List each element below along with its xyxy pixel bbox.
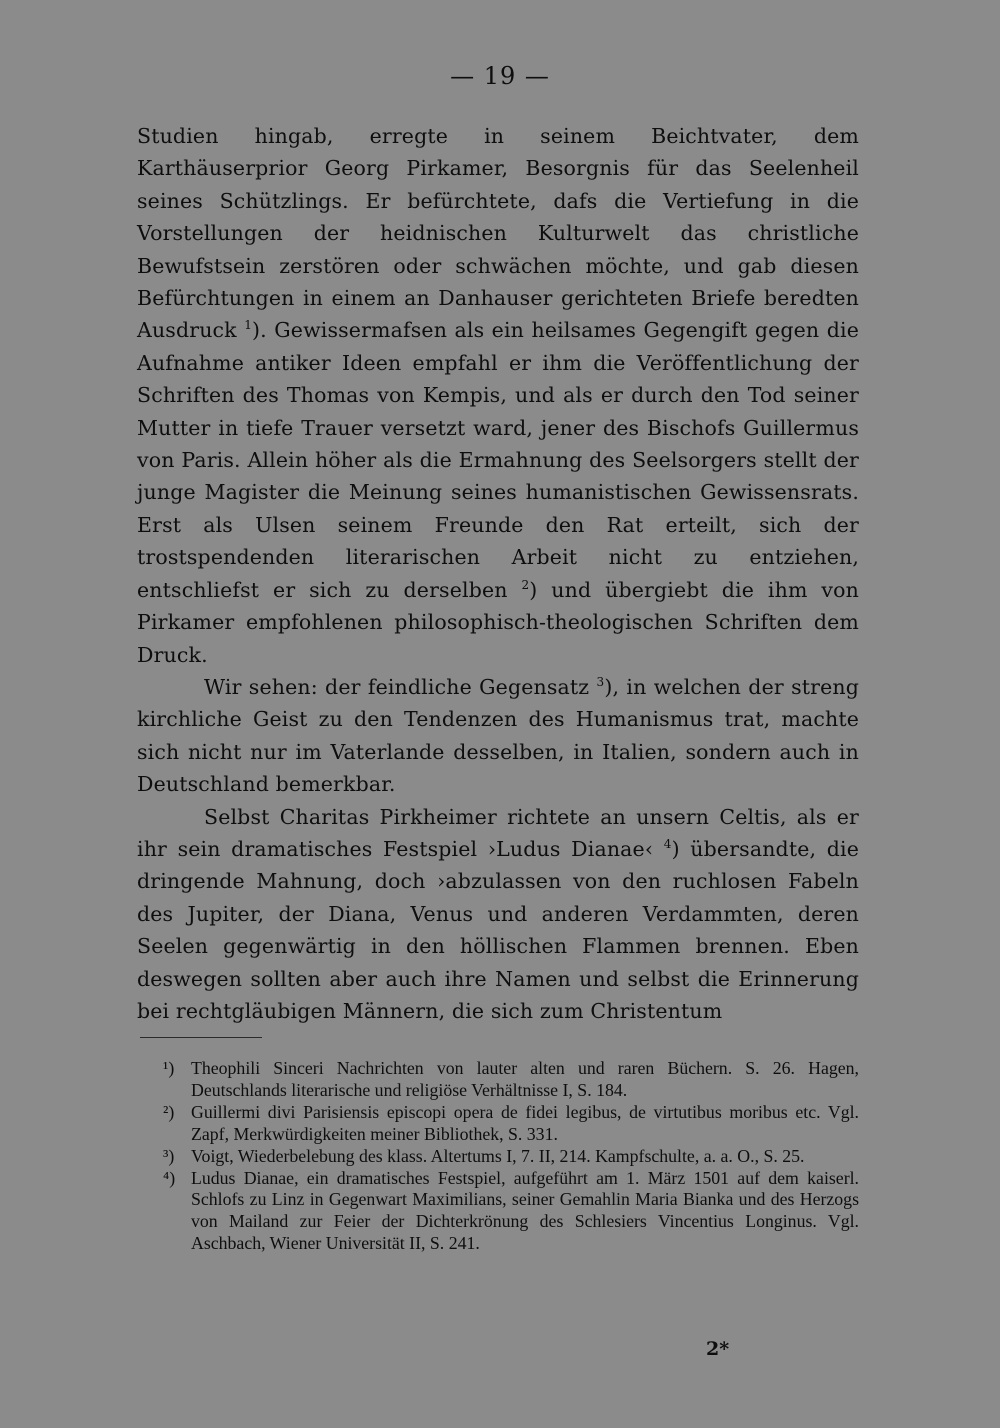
footnote-2 bbox=[163, 1102, 859, 1146]
text-run: ) übersandte, die dringende Mahnung, doch ›abzulassen von den ruchlosen Fabeln des Jupiter, der Diana, Venus und anderen Verdammten, deren Seelen gegenwärtig in den höllischen Flammen brennen. Eben deswegen sollten aber auch ihre Namen und selbst die Erinnerung bei rechtgläubigen Männern, die sich zum Christentum bbox=[137, 836, 859, 1023]
footnote-text: Voigt, Wiederbelebung des klass. Altertums I, 7. II, 214. Kampfschulte, a. a. O., S. 25. bbox=[191, 1145, 805, 1166]
text-run: ), in welchen der streng kirchliche Geist zu den Tendenzen des Humanismus trat, machte sich nicht nur im Vaterlande desselben, in Italien, sondern auch in Deutschland bemerkbar. bbox=[137, 674, 859, 797]
footnote-text: Guillermi divi Parisiensis episcopi opera de fidei legibus, de virtutibus moribus etc. Vgl. Zapf, Merkwürdigkeiten meiner Bibliothek, S. 331. bbox=[191, 1101, 859, 1144]
footnote-1 bbox=[163, 1058, 859, 1102]
footnote-mark: ¹) bbox=[163, 1058, 175, 1078]
page-number: — 19 — bbox=[450, 62, 550, 90]
text-run: ) und übergiebt die ihm von Pirkamer empfohlenen philosophisch-theologischen Schriften dem Druck. bbox=[137, 577, 859, 667]
paragraph-3 bbox=[137, 801, 859, 1028]
text-run: Selbst Charitas Pirkheimer richtete an unsern Celtis, als er ihr sein dramatisches Festspiel ›Ludus Dianae‹ bbox=[137, 804, 859, 861]
footnote-3 bbox=[163, 1146, 859, 1168]
footnote-ref-4: 4 bbox=[663, 837, 672, 852]
text-run: ). Gewissermafsen als ein heilsames Gegengift gegen die Aufnahme antiker Ideen empfahl er ihm die Veröffentlichung der Schriften des Thomas von Kempis, und als er durch den Tod seiner Mutter in tiefe Trauer versetzt ward, jener des Bischofs Guillermus von Paris. Allein höher als die Ermahnung des Seelsorgers stellt der junge Magister die Meinung seines humanistischen Gewissensrats. Erst als Ulsen seinem Freunde den Rat erteilt, sich der trostspendenden literarischen Arbeit nicht zu entziehen, entschliefst er sich zu derselben bbox=[137, 318, 859, 602]
footnote-text: Ludus Dianae, ein dramatisches Festspiel, aufgeführt am 1. März 1501 auf dem kaiserl. Schlofs zu Linz in Gegenwart Maximilians, seiner Gemahlin Maria Bianka und des Herzogs von Mailand zur Feier der Dichterkrönung des Schlesiers Vincentius Longinus. Vgl. Aschbach, Wiener Universität II, S. 241. bbox=[191, 1167, 859, 1254]
footnotes bbox=[163, 1058, 859, 1255]
text-run: Studien hingab, erregte in seinem Beichtvater, dem Karthäuserprior Georg Pirkamer, Besorgnis für das Seelenheil seines Schützlings. Er befürchtete, dafs die Vertiefung in die Vorstellungen der heidnischen Kulturwelt das christliche Bewufstsein zerstören oder schwächen möchte, und gab diesen Befürchtungen in einem an Danhauser gerichteten Briefe beredten Ausdruck bbox=[137, 124, 859, 343]
footnote-divider bbox=[140, 1037, 262, 1038]
footnote-mark: ²) bbox=[163, 1101, 175, 1122]
footnote-mark: ⁴) bbox=[163, 1167, 176, 1188]
footnote-mark: ³) bbox=[163, 1145, 175, 1166]
footnote-text: Theophili Sinceri Nachrichten von lauter alten und raren Büchern. S. 26. Hagen, Deutschlands literarische und religiöse Verhältnisse I, S. 184. bbox=[191, 1058, 859, 1100]
paragraph-1 bbox=[137, 120, 859, 671]
footnote-ref-2: 2 bbox=[521, 577, 530, 592]
signature-mark: 2* bbox=[706, 1338, 730, 1360]
text-run: Wir sehen: der feindliche Gegensatz bbox=[204, 674, 597, 699]
footnote-4 bbox=[163, 1168, 859, 1256]
paragraph-2 bbox=[137, 671, 859, 801]
footnote-ref-1: 1 bbox=[244, 318, 252, 333]
footnote-ref-3: 3 bbox=[596, 675, 605, 690]
main-text bbox=[137, 120, 859, 1027]
